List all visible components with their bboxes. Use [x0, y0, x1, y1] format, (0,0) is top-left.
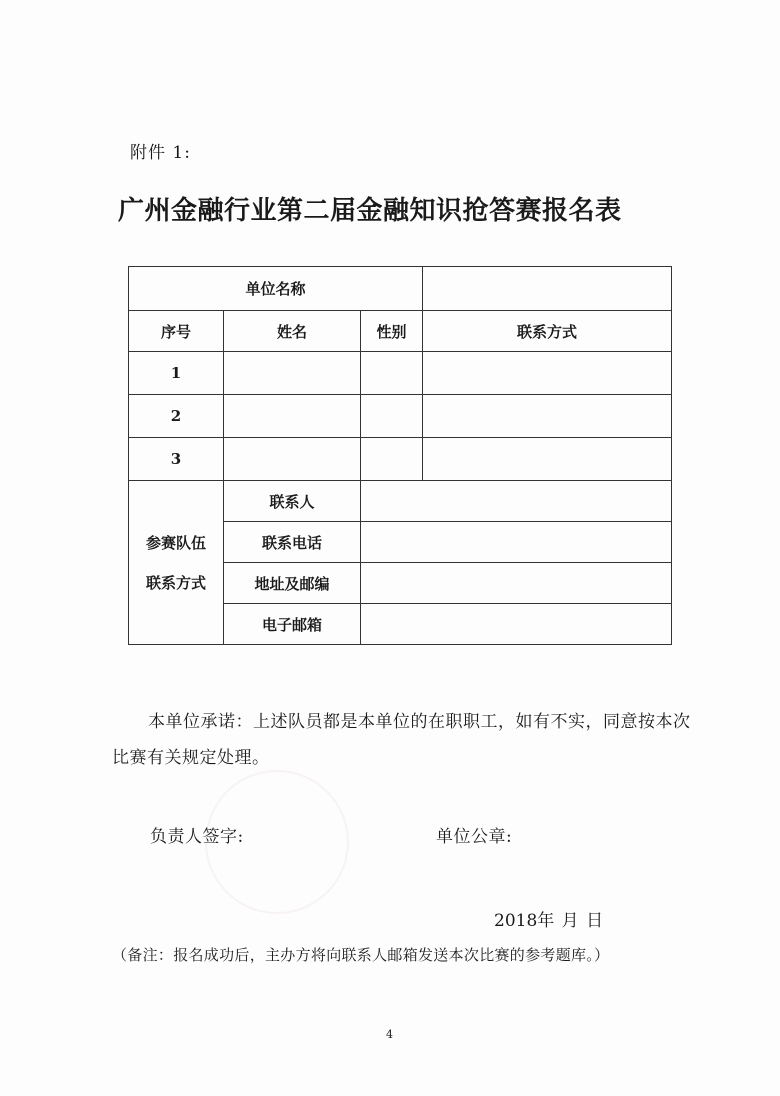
contact-person-field[interactable] — [361, 481, 672, 522]
team-contact-row — [129, 481, 672, 522]
gender-field[interactable] — [361, 352, 423, 395]
contact-person-label: 联系人 — [224, 481, 361, 522]
contact-phone-field[interactable] — [361, 522, 672, 563]
form-title: 广州金融行业第二届金融知识抢答赛报名表 — [118, 196, 622, 226]
name-field[interactable] — [224, 352, 361, 395]
contact-field[interactable] — [423, 438, 672, 481]
table-row — [129, 438, 672, 481]
row-number: 3 — [129, 438, 224, 481]
unit-name-row — [129, 267, 672, 311]
name-field[interactable] — [224, 395, 361, 438]
unit-name-label: 单位名称 — [129, 267, 423, 311]
contact-field[interactable] — [423, 352, 672, 395]
gender-field[interactable] — [361, 438, 423, 481]
row-number: 1 — [129, 352, 224, 395]
row-number: 2 — [129, 395, 224, 438]
table-row — [129, 395, 672, 438]
page-number: 4 — [386, 1028, 393, 1041]
header-number: 序号 — [129, 311, 224, 352]
date-line: 2018年 月 日 — [494, 911, 604, 931]
table-row — [129, 352, 672, 395]
seal-label: 单位公章: — [436, 827, 513, 847]
header-name: 姓名 — [224, 311, 361, 352]
gender-field[interactable] — [361, 395, 423, 438]
address-postcode-field[interactable] — [361, 563, 672, 604]
team-contact-label-line2: 联系方式 — [145, 573, 206, 592]
contact-field[interactable] — [423, 395, 672, 438]
header-contact: 联系方式 — [423, 311, 672, 352]
remark-note: （备注：报名成功后，主办方将向联系人邮箱发送本次比赛的参考题库。） — [112, 946, 610, 964]
contact-phone-label: 联系电话 — [224, 522, 361, 563]
unit-name-field[interactable] — [423, 267, 672, 311]
email-label: 电子邮箱 — [224, 604, 361, 645]
team-contact-label-line1: 参赛队伍 — [145, 533, 206, 552]
address-postcode-label: 地址及邮编 — [224, 563, 361, 604]
header-gender: 性别 — [361, 311, 423, 352]
unit-promise-text: 本单位承诺：上述队员都是本单位的在职职工，如有不实，同意按本次比赛有关规定处理。 — [112, 712, 691, 768]
registration-table — [128, 266, 672, 645]
name-field[interactable] — [224, 438, 361, 481]
header-row — [129, 311, 672, 352]
signature-label: 负责人签字: — [150, 827, 244, 847]
team-contact-label — [129, 481, 224, 645]
email-field[interactable] — [361, 604, 672, 645]
attachment-label: 附件 1: — [130, 143, 191, 163]
